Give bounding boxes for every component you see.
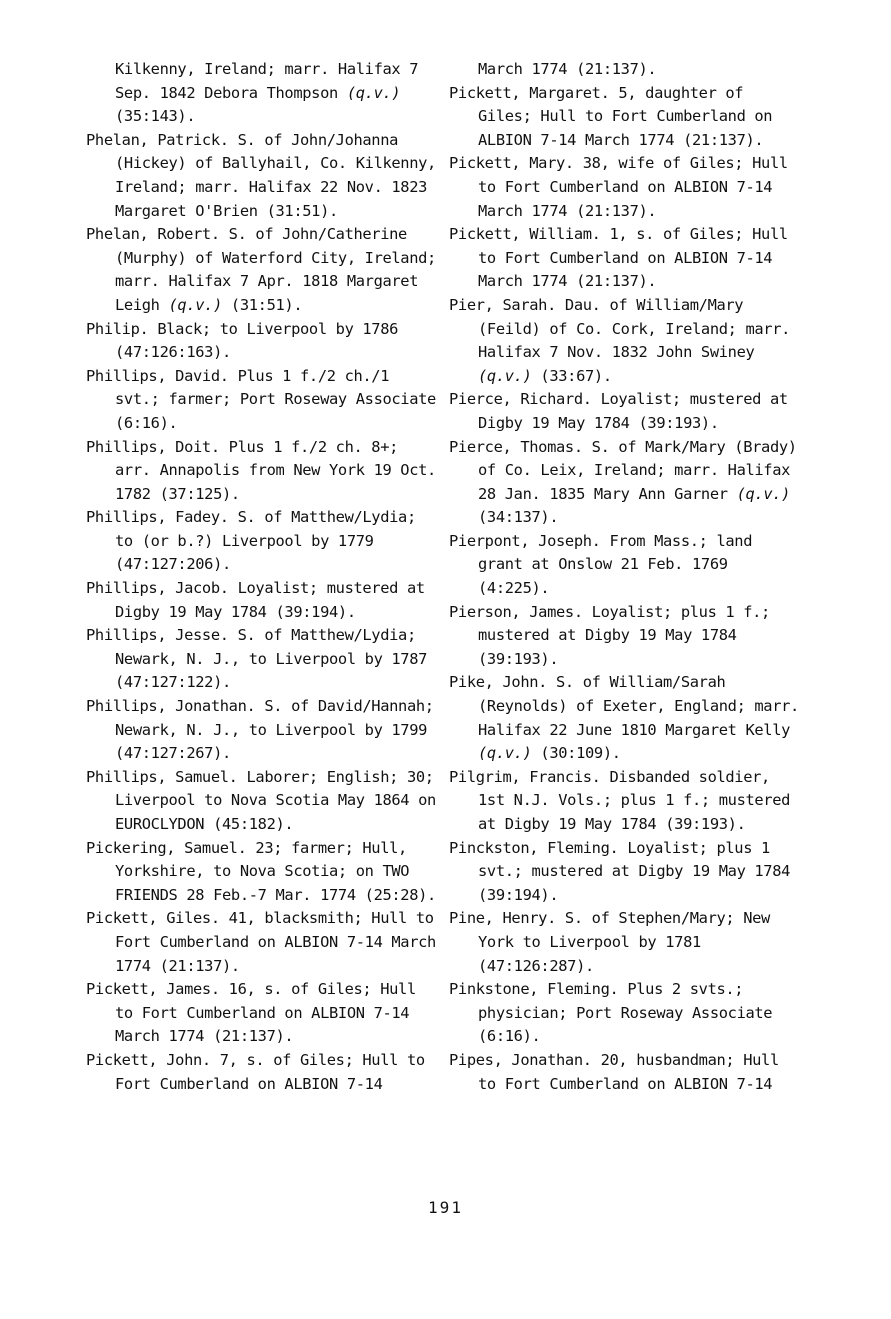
entry-phillips-samuel: Phillips, Samuel. Laborer; English; 30; Liverpool to Nova Scotia May 1864 on EUROCLYDON (45:182).	[86, 767, 436, 833]
left-column	[86, 58, 442, 1096]
page-number: 191	[428, 1198, 463, 1217]
entry-phelan-patrick: Phelan, Patrick. S. of John/Johanna (Hickey) of Ballyhail, Co. Kilkenny, Ireland; marr. Halifax 22 Nov. 1823 Margaret O'Brien (31:51).	[86, 130, 436, 220]
entry-pierce-thomas: Pierce, Thomas. S. of Mark/Mary (Brady) of Co. Leix, Ireland; marr. Halifax 28 Jan. 1835 Mary Ann Garner (q.v.) (34:137).	[449, 437, 797, 527]
entry-phelan-robert: Phelan, Robert. S. of John/Catherine (Murphy) of Waterford City, Ireland; marr. Halifax 7 Apr. 1818 Margaret Leigh (q.v.) (31:51).	[86, 225, 436, 314]
entry-pipes-jonathan: Pipes, Jonathan. 20, husbandman; Hull to Fort Cumberland on ALBION 7-14	[449, 1050, 779, 1093]
entry-pier-sarah: Pier, Sarah. Dau. of William/Mary (Feild) of Co. Cork, Ireland; marr. Halifax 7 Nov. 1832 John Swiney (q.v.) (33:67).	[449, 295, 791, 385]
entry-pickering-samuel: Pickering, Samuel. 23; farmer; Hull, Yorkshire, to Nova Scotia; on TWO FRIENDS 28 Feb.-7 Mar. 1774 (25:28).	[86, 838, 436, 904]
entry-continuation: Kilkenny, Ireland; marr. Halifax 7 Sep. 1842 Debora Thompson (q.v.) (35:143).	[115, 60, 419, 126]
entry-pierson-james: Pierson, James. Loyalist; plus 1 f.; mustered at Digby 19 May 1784 (39:193).	[449, 602, 770, 668]
entry-pickett-william: Pickett, William. 1, s. of Giles; Hull to Fort Cumberland on ALBION 7-14 March 1774 (21:137).	[449, 225, 788, 291]
entry-pickett-james: Pickett, James. 16, s. of Giles; Hull to Fort Cumberland on ALBION 7-14 March 1774 (21:137).	[86, 980, 416, 1046]
entry-phillips-doit: Phillips, Doit. Plus 1 f./2 ch. 8+; arr. Annapolis from New York 19 Oct. 1782 (37:125).	[86, 437, 436, 503]
entry-philip: Philip. Black; to Liverpool by 1786 (47:126:163).	[86, 319, 399, 362]
qv-reference: (q.v.)	[346, 83, 401, 102]
entry-pickett-giles: Pickett, Giles. 41, blacksmith; Hull to Fort Cumberland on ALBION 7-14 March 1774 (21:137).	[86, 909, 436, 975]
entry-pinkstone-fleming: Pinkstone, Fleming. Plus 2 svts.; physician; Port Roseway Associate (6:16).	[449, 980, 773, 1046]
entry-pickett-john: Pickett, John. 7, s. of Giles; Hull to Fort Cumberland on ALBION 7-14	[86, 1050, 425, 1093]
qv-reference: (q.v.)	[478, 366, 532, 385]
qv-reference: (q.v.)	[168, 295, 222, 314]
entry-pinckston-fleming: Pinckston, Fleming. Loyalist; plus 1 svt.; mustered at Digby 19 May 1784 (39:194).	[449, 838, 791, 904]
entry-pickett-margaret: Pickett, Margaret. 5, daughter of Giles; Hull to Fort Cumberland on ALBION 7-14 March 1774 (21:137).	[449, 83, 773, 149]
entry-pierce-richard: Pierce, Richard. Loyalist; mustered at Digby 19 May 1784 (39:193).	[449, 390, 788, 432]
entry-pine-henry: Pine, Henry. S. of Stephen/Mary; New York to Liverpool by 1781 (47:126:287).	[449, 909, 770, 975]
entry-pilgrim-francis: Pilgrim, Francis. Disbanded soldier, 1st N.J. Vols.; plus 1 f.; mustered at Digby 19 May 1784 (39:193).	[449, 767, 791, 833]
qv-reference: (q.v.)	[736, 484, 791, 503]
entry-continuation: March 1774 (21:137).	[478, 60, 657, 78]
entry-phillips-jacob: Phillips, Jacob. Loyalist; mustered at Digby 19 May 1784 (39:194).	[86, 579, 425, 621]
right-column	[449, 58, 799, 1096]
entry-phillips-jesse: Phillips, Jesse. S. of Matthew/Lydia; Newark, N. J., to Liverpool by 1787 (47:127:122).	[86, 626, 428, 692]
qv-reference: (q.v.)	[478, 744, 532, 763]
entry-phillips-david: Phillips, David. Plus 1 f./2 ch./1 svt.; farmer; Port Roseway Associate (6:16).	[86, 366, 436, 432]
entry-pike-john: Pike, John. S. of William/Sarah (Reynolds) of Exeter, England; marr. Halifax 22 June 1810 Margaret Kelly (q.v.) (30:109).	[449, 673, 799, 763]
entry-phillips-jonathan: Phillips, Jonathan. S. of David/Hannah; Newark, N. J., to Liverpool by 1799 (47:127:267).	[86, 697, 434, 763]
entry-phillips-fadey: Phillips, Fadey. S. of Matthew/Lydia; to (or b.?) Liverpool by 1779 (47:127:206).	[86, 508, 416, 574]
entry-pickett-mary: Pickett, Mary. 38, wife of Giles; Hull to Fort Cumberland on ALBION 7-14 March 1774 (21:137).	[449, 154, 788, 220]
entry-pierpont-joseph: Pierpont, Joseph. From Mass.; land grant at Onslow 21 Feb. 1769 (4:225).	[449, 531, 753, 598]
